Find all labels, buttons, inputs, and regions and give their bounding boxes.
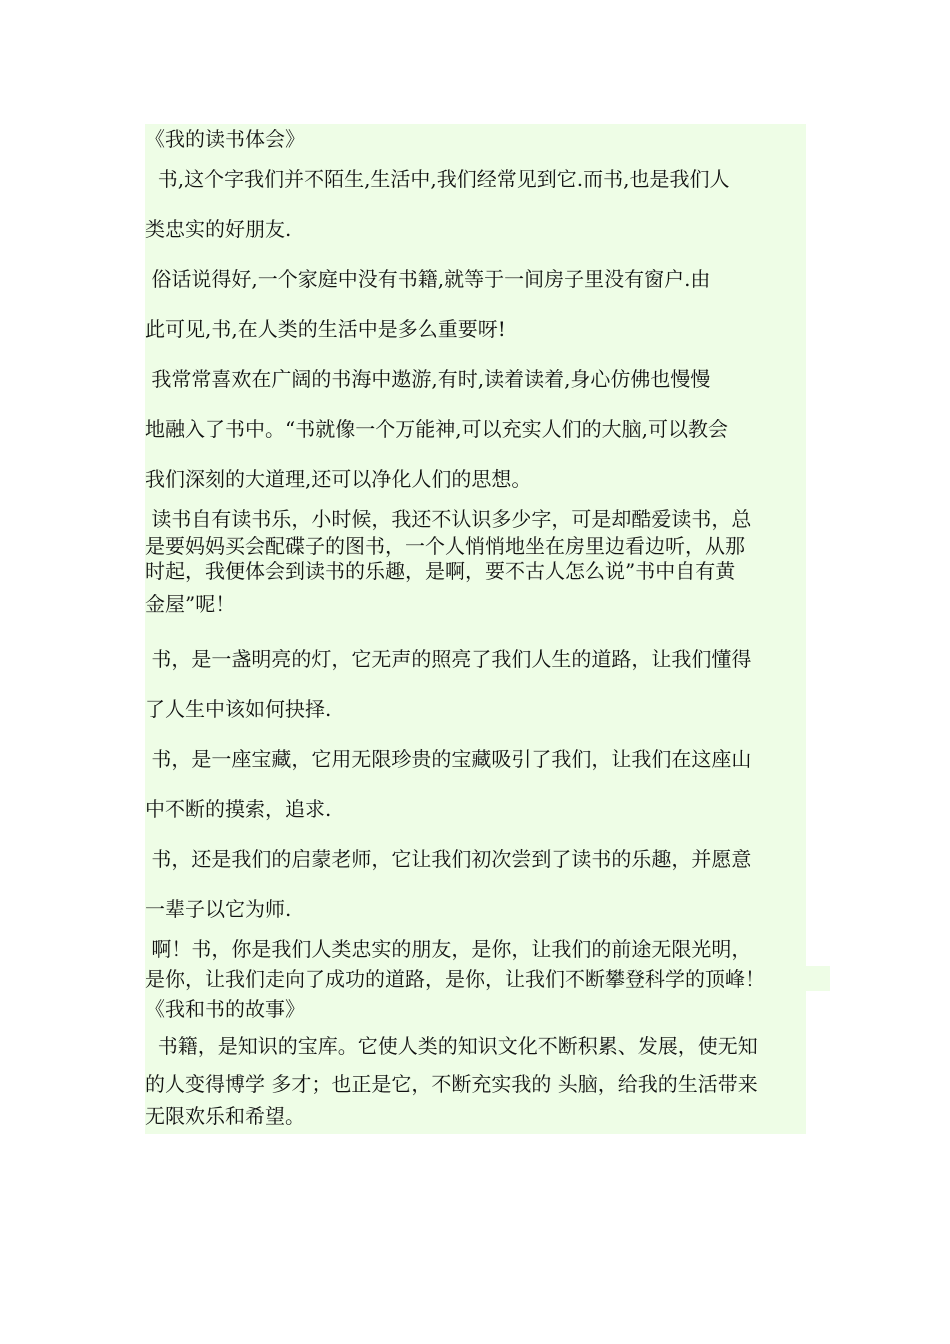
highlight-overflow — [806, 966, 830, 991]
paragraph-7 — [145, 834, 806, 934]
paragraph-line: 读书自有读书乐，小时候，我还不认识多少字，可是却酷爱读书，总 — [145, 507, 752, 531]
paragraph-line: 书籍，是知识的宝库。它使人类的知识文化不断积累、发展，使无知 — [145, 1034, 758, 1058]
paragraph-1 — [145, 154, 806, 254]
paragraph-6 — [145, 734, 806, 834]
paragraph-line: 的人变得博学 多才；也正是它，不断充实我的 头脑，给我的生活带来 — [145, 1072, 758, 1096]
paragraph-line: 类忠实的好朋友. — [145, 217, 292, 241]
section-title-reading-experience: 《我的读书体会》 — [145, 127, 305, 151]
paragraph-line: 此可见,书,在人类的生活中是多么重要呀! — [145, 317, 506, 341]
paragraph-line: 中不断的摸索，追求. — [145, 797, 332, 821]
paragraph-line: 书，是一座宝藏，它用无限珍贵的宝藏吸引了我们，让我们在这座山 — [145, 747, 752, 771]
paragraph-8 — [145, 934, 806, 994]
paragraph-2 — [145, 254, 806, 354]
paragraph-line: 啊！书，你是我们人类忠实的朋友，是你，让我们的前途无限光明， — [145, 937, 752, 961]
paragraph-line: 书，是一盏明亮的灯，它无声的照亮了我们人生的道路，让我们懂得 — [145, 647, 752, 671]
paragraph-line: 是你，让我们走向了成功的道路，是你，让我们不断攀登科学的顶峰！ — [145, 967, 765, 991]
paragraph-line: 金屋”呢！ — [145, 592, 236, 616]
paragraph-line: 时起，我便体会到读书的乐趣，是啊，要不古人怎么说”书中自有黄 — [145, 559, 736, 583]
paragraph-line: 书，还是我们的启蒙老师，它让我们初次尝到了读书的乐趣，并愿意 — [145, 847, 752, 871]
paragraph-line: 一辈子以它为师. — [145, 897, 292, 921]
paragraph-9 — [145, 1024, 806, 1134]
paragraph-line: 书,这个字我们并不陌生,生活中,我们经常见到它.而书,也是我们人 — [145, 167, 730, 191]
paragraph-line: 了人生中该如何抉择. — [145, 697, 332, 721]
paragraph-line: 地融入了书中。“书就像一个万能神,可以充实人们的大脑,可以教会 — [145, 417, 728, 441]
paragraph-line: 是要妈妈买会配碟子的图书，一个人悄悄地坐在房里边看边听，从那 — [145, 534, 745, 558]
paragraph-line: 我们深刻的大道理,还可以净化人们的思想。 — [145, 467, 532, 491]
section-title-me-and-books: 《我和书的故事》 — [145, 997, 305, 1021]
document-body — [145, 124, 806, 1134]
paragraph-4 — [145, 504, 806, 634]
paragraph-3 — [145, 354, 806, 504]
paragraph-5 — [145, 634, 806, 734]
paragraph-line: 我常常喜欢在广阔的书海中遨游,有时,读着读着,身心仿佛也慢慢 — [145, 367, 711, 391]
paragraph-line: 俗话说得好,一个家庭中没有书籍,就等于一间房子里没有窗户.由 — [145, 267, 711, 291]
paragraph-line: 无限欢乐和希望。 — [145, 1104, 305, 1128]
